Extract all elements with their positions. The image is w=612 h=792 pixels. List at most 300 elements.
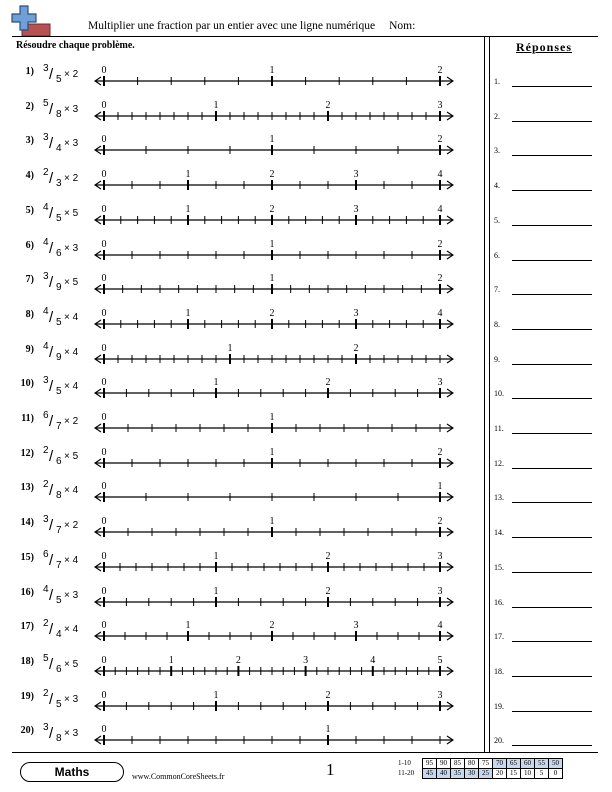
problem-number: 19) bbox=[20, 690, 34, 702]
answer-number: 1. bbox=[494, 77, 500, 86]
title-text: Multiplier une fraction par un entier avec une ligne numérique bbox=[88, 20, 376, 32]
score-cell: 80 bbox=[465, 759, 479, 769]
tick-label: 2 bbox=[325, 377, 331, 389]
problem-number: 2) bbox=[25, 100, 34, 112]
tick-label: 0 bbox=[101, 585, 107, 597]
answers-title: Réponses bbox=[515, 40, 572, 54]
tick-label: 5 bbox=[437, 654, 443, 666]
answer-line bbox=[512, 502, 592, 503]
fraction-numerator: 4 bbox=[43, 583, 49, 595]
multiplier: × 2 bbox=[64, 520, 79, 532]
fraction-slash: / bbox=[49, 135, 54, 153]
score-cell: 75 bbox=[479, 759, 493, 769]
fraction-denominator: 5 bbox=[56, 316, 62, 328]
tick-label: 3 bbox=[437, 550, 443, 562]
tick-label: 1 bbox=[168, 654, 174, 666]
tick-label: 2 bbox=[437, 134, 443, 146]
number-line bbox=[94, 619, 456, 649]
fraction-denominator: 8 bbox=[56, 490, 62, 502]
tick-label: 4 bbox=[437, 169, 443, 181]
multiplier: × 2 bbox=[64, 416, 79, 427]
answer-number: 19. bbox=[494, 701, 504, 711]
fraction-expression bbox=[42, 411, 96, 441]
answer-blank bbox=[494, 350, 598, 368]
fraction-denominator: 5 bbox=[56, 594, 62, 606]
answer-line bbox=[512, 433, 592, 434]
answer-line bbox=[512, 641, 592, 642]
tick-label: 1 bbox=[269, 238, 275, 250]
fraction-expression bbox=[42, 723, 96, 753]
column-divider-right bbox=[489, 36, 490, 752]
answer-number: 18. bbox=[494, 666, 504, 676]
number-line bbox=[94, 654, 456, 684]
multiplier: × 3 bbox=[64, 728, 79, 740]
tick-label: 0 bbox=[101, 412, 107, 423]
fraction-numerator: 4 bbox=[43, 201, 49, 213]
multiplier: × 4 bbox=[64, 311, 79, 323]
subject-badge: Maths bbox=[20, 762, 124, 782]
tick-label: 1 bbox=[213, 99, 219, 111]
score-cell: 65 bbox=[507, 759, 521, 769]
number-line bbox=[94, 64, 456, 94]
answer-blank bbox=[494, 731, 598, 749]
fraction-slash: / bbox=[49, 308, 54, 326]
tick-label: 2 bbox=[269, 169, 275, 181]
problem-number: 6) bbox=[25, 239, 34, 251]
fraction-slash: / bbox=[49, 690, 54, 708]
tick-label: 0 bbox=[101, 689, 107, 701]
answer-number: 2. bbox=[494, 111, 500, 121]
number-line bbox=[94, 550, 456, 580]
score-range-label: 1-10 bbox=[398, 759, 411, 767]
fraction-expression bbox=[42, 585, 96, 615]
number-line bbox=[94, 272, 456, 302]
answer-line bbox=[512, 745, 592, 746]
tick-label: 2 bbox=[269, 307, 275, 319]
problem-row bbox=[0, 446, 470, 480]
answer-number: 10. bbox=[494, 389, 504, 399]
fraction-expression bbox=[42, 99, 96, 129]
tick-label: 0 bbox=[101, 169, 107, 181]
fraction-slash: / bbox=[49, 378, 54, 396]
problem-number: 9) bbox=[25, 343, 34, 355]
fraction-expression bbox=[42, 307, 96, 337]
tick-label: 0 bbox=[101, 273, 107, 285]
tick-label: 1 bbox=[213, 377, 219, 389]
fraction-expression bbox=[42, 376, 96, 406]
number-line bbox=[94, 133, 456, 163]
fraction-numerator: 2 bbox=[43, 444, 49, 456]
number-line bbox=[94, 168, 456, 198]
website-link[interactable]: www.CommonCoreSheets.fr bbox=[132, 772, 225, 781]
tick-label: 0 bbox=[101, 342, 107, 354]
multiplier: × 3 bbox=[64, 138, 79, 150]
fraction-denominator: 7 bbox=[56, 421, 62, 432]
fraction-expression bbox=[42, 619, 96, 649]
fraction-numerator: 3 bbox=[43, 63, 49, 74]
multiplier: × 4 bbox=[64, 485, 79, 497]
tick-label: 2 bbox=[437, 446, 443, 458]
answer-line bbox=[512, 468, 592, 469]
fraction-slash: / bbox=[49, 413, 54, 430]
answer-number: 4. bbox=[494, 181, 500, 191]
fraction-expression bbox=[42, 238, 96, 268]
tick-label: 3 bbox=[353, 203, 359, 215]
tick-label: 1 bbox=[437, 481, 443, 493]
fraction-denominator: 5 bbox=[56, 386, 62, 398]
tick-label: 3 bbox=[437, 585, 443, 597]
answer-blank bbox=[494, 246, 598, 264]
score-cell: 5 bbox=[535, 769, 549, 779]
problem-number: 1) bbox=[25, 66, 34, 77]
tick-label: 2 bbox=[325, 99, 331, 111]
problem-number: 17) bbox=[20, 621, 34, 633]
fraction-expression bbox=[42, 480, 96, 510]
problem-number: 3) bbox=[25, 135, 34, 147]
multiplier: × 2 bbox=[64, 173, 79, 185]
fraction-numerator: 2 bbox=[43, 479, 49, 491]
problem-number: 14) bbox=[20, 517, 34, 529]
fraction-expression bbox=[42, 272, 96, 302]
problem-number: 7) bbox=[25, 274, 34, 286]
number-line bbox=[94, 585, 456, 615]
commoncoresheets-logo bbox=[10, 4, 52, 38]
fraction-slash: / bbox=[49, 170, 54, 188]
tick-label: 0 bbox=[101, 99, 107, 111]
multiplier: × 3 bbox=[64, 589, 79, 601]
problem-number: 12) bbox=[20, 447, 34, 459]
tick-label: 3 bbox=[353, 620, 359, 632]
tick-label: 1 bbox=[185, 203, 191, 215]
name-label: Nom: bbox=[389, 20, 416, 32]
problem-row bbox=[0, 307, 470, 341]
tick-label: 2 bbox=[437, 238, 443, 250]
fraction-denominator: 9 bbox=[56, 282, 62, 294]
tick-label: 2 bbox=[269, 620, 275, 632]
answer-blank bbox=[494, 384, 598, 402]
number-line bbox=[94, 446, 456, 476]
tick-label: 0 bbox=[101, 238, 107, 250]
instructions: Résoudre chaque problème. bbox=[16, 40, 135, 51]
fraction-numerator: 5 bbox=[43, 97, 49, 109]
fraction-expression bbox=[42, 168, 96, 198]
tick-label: 1 bbox=[325, 724, 331, 736]
score-cell: 95 bbox=[423, 759, 437, 769]
tick-label: 0 bbox=[101, 550, 107, 562]
problem-row bbox=[0, 515, 470, 549]
problem-row bbox=[0, 342, 470, 376]
answer-blank bbox=[494, 488, 598, 506]
problem-number: 18) bbox=[20, 655, 34, 667]
problem-row bbox=[0, 272, 470, 306]
fraction-expression bbox=[42, 133, 96, 163]
fraction-expression bbox=[42, 64, 96, 94]
number-line bbox=[94, 376, 456, 406]
worksheet-title bbox=[88, 20, 415, 32]
fraction-numerator: 4 bbox=[43, 305, 49, 317]
tick-label: 0 bbox=[101, 446, 107, 458]
problem-number: 5) bbox=[25, 204, 34, 216]
answer-blank bbox=[494, 558, 598, 576]
answer-number: 14. bbox=[494, 528, 504, 538]
fraction-slash: / bbox=[49, 100, 54, 118]
answer-number: 6. bbox=[494, 250, 500, 260]
problem-row bbox=[0, 550, 470, 584]
answer-line bbox=[512, 398, 592, 399]
fraction-slash: / bbox=[49, 551, 54, 569]
answer-line bbox=[512, 121, 592, 122]
tick-label: 1 bbox=[213, 585, 219, 597]
score-row bbox=[398, 769, 563, 779]
answer-line bbox=[512, 364, 592, 365]
tick-label: 0 bbox=[101, 654, 107, 666]
fraction-numerator: 3 bbox=[43, 132, 49, 144]
fraction-numerator: 4 bbox=[43, 340, 49, 352]
answer-blank bbox=[494, 141, 598, 159]
answer-line bbox=[512, 86, 592, 87]
fraction-numerator: 3 bbox=[43, 271, 49, 283]
tick-label: 1 bbox=[269, 273, 275, 285]
fraction-slash: / bbox=[49, 204, 54, 222]
fraction-denominator: 6 bbox=[56, 247, 62, 259]
tick-label: 0 bbox=[101, 134, 107, 146]
multiplier: × 5 bbox=[64, 658, 79, 670]
problem-row bbox=[0, 689, 470, 723]
tick-label: 1 bbox=[185, 169, 191, 181]
tick-label: 2 bbox=[437, 273, 443, 285]
fraction-slash: / bbox=[49, 343, 54, 361]
fraction-expression bbox=[42, 342, 96, 372]
fraction-denominator: 5 bbox=[56, 212, 62, 224]
problem-row bbox=[0, 411, 470, 445]
problem-row bbox=[0, 64, 470, 98]
multiplier: × 2 bbox=[64, 69, 79, 80]
answer-blank bbox=[494, 627, 598, 645]
number-line bbox=[94, 238, 456, 268]
answer-line bbox=[512, 190, 592, 191]
fraction-denominator: 8 bbox=[56, 108, 62, 120]
answer-number: 17. bbox=[494, 632, 504, 642]
answer-number: 16. bbox=[494, 597, 504, 607]
score-cell: 25 bbox=[479, 769, 493, 779]
header-rule bbox=[12, 36, 598, 37]
problem-number: 13) bbox=[20, 482, 34, 494]
tick-label: 1 bbox=[269, 516, 275, 528]
tick-label: 1 bbox=[185, 307, 191, 319]
tick-label: 2 bbox=[325, 585, 331, 597]
score-cell: 45 bbox=[423, 769, 437, 779]
tick-label: 3 bbox=[437, 377, 443, 389]
tick-label: 1 bbox=[185, 620, 191, 632]
fraction-numerator: 3 bbox=[43, 722, 49, 734]
answer-blank bbox=[494, 315, 598, 333]
fraction-numerator: 6 bbox=[43, 548, 49, 560]
problem-number: 8) bbox=[25, 308, 34, 320]
score-cell: 15 bbox=[507, 769, 521, 779]
answer-blank bbox=[494, 211, 598, 229]
answer-blank bbox=[494, 280, 598, 298]
tick-label: 3 bbox=[437, 689, 443, 701]
tick-label: 1 bbox=[213, 550, 219, 562]
answer-number: 12. bbox=[494, 458, 504, 468]
answer-line bbox=[512, 225, 592, 226]
fraction-expression bbox=[42, 550, 96, 580]
fraction-denominator: 6 bbox=[56, 663, 62, 675]
score-cell: 0 bbox=[549, 769, 563, 779]
multiplier: × 4 bbox=[64, 346, 79, 358]
score-cell: 20 bbox=[493, 769, 507, 779]
tick-label: 2 bbox=[353, 342, 359, 354]
tick-label: 3 bbox=[353, 169, 359, 181]
fraction-slash: / bbox=[49, 482, 54, 500]
tick-label: 0 bbox=[101, 307, 107, 319]
tick-label: 3 bbox=[437, 99, 443, 111]
fraction-denominator: 5 bbox=[56, 698, 62, 710]
fraction-numerator: 4 bbox=[43, 236, 49, 248]
answer-line bbox=[512, 294, 592, 295]
tick-label: 1 bbox=[213, 689, 219, 701]
multiplier: × 4 bbox=[64, 624, 79, 636]
multiplier: × 4 bbox=[64, 381, 79, 393]
fraction-slash: / bbox=[49, 621, 54, 639]
number-line bbox=[94, 203, 456, 233]
answer-blank bbox=[494, 107, 598, 125]
problem-row bbox=[0, 480, 470, 514]
number-line bbox=[94, 723, 456, 753]
fraction-denominator: 6 bbox=[56, 455, 62, 467]
fraction-denominator: 5 bbox=[56, 74, 62, 85]
multiplier: × 3 bbox=[64, 103, 79, 115]
problem-number: 10) bbox=[20, 378, 34, 390]
problem-row bbox=[0, 203, 470, 237]
answer-number: 15. bbox=[494, 562, 504, 572]
answer-number: 13. bbox=[494, 493, 504, 503]
tick-label: 0 bbox=[101, 724, 107, 736]
tick-label: 0 bbox=[101, 620, 107, 632]
problem-number: 16) bbox=[20, 586, 34, 598]
score-cell: 70 bbox=[493, 759, 507, 769]
problem-number: 11) bbox=[21, 413, 34, 424]
problem-number: 20) bbox=[20, 725, 34, 737]
problem-row bbox=[0, 376, 470, 410]
tick-label: 0 bbox=[101, 203, 107, 215]
score-cell: 40 bbox=[437, 769, 451, 779]
fraction-numerator: 3 bbox=[43, 375, 49, 387]
number-line bbox=[94, 515, 456, 545]
tick-label: 1 bbox=[227, 342, 233, 354]
fraction-denominator: 9 bbox=[56, 351, 62, 363]
score-cell: 10 bbox=[521, 769, 535, 779]
fraction-slash: / bbox=[49, 655, 54, 673]
fraction-slash: / bbox=[49, 239, 54, 257]
fraction-denominator: 8 bbox=[56, 733, 62, 745]
tick-label: 4 bbox=[437, 307, 443, 319]
fraction-denominator: 7 bbox=[56, 559, 62, 571]
tick-label: 2 bbox=[437, 516, 443, 528]
fraction-numerator: 5 bbox=[43, 652, 49, 664]
answer-number: 7. bbox=[494, 285, 500, 295]
fraction-slash: / bbox=[49, 725, 54, 743]
answer-line bbox=[512, 329, 592, 330]
answer-line bbox=[512, 572, 592, 573]
answer-line bbox=[512, 537, 592, 538]
number-line bbox=[94, 480, 456, 510]
fraction-expression bbox=[42, 446, 96, 476]
tick-label: 1 bbox=[269, 65, 275, 76]
problem-row bbox=[0, 99, 470, 133]
tick-label: 2 bbox=[325, 689, 331, 701]
fraction-denominator: 3 bbox=[56, 178, 62, 190]
fraction-denominator: 7 bbox=[56, 525, 62, 537]
answer-blank bbox=[494, 593, 598, 611]
tick-label: 4 bbox=[370, 654, 376, 666]
answer-number: 9. bbox=[494, 354, 500, 364]
multiplier: × 5 bbox=[64, 450, 79, 462]
tick-label: 0 bbox=[101, 65, 107, 76]
fraction-slash: / bbox=[49, 66, 54, 83]
tick-label: 4 bbox=[437, 203, 443, 215]
multiplier: × 3 bbox=[64, 693, 79, 705]
answer-blank bbox=[494, 419, 598, 437]
answer-blank bbox=[494, 454, 598, 472]
tick-label: 0 bbox=[101, 516, 107, 528]
fraction-numerator: 3 bbox=[43, 514, 49, 526]
fraction-denominator: 4 bbox=[56, 143, 62, 155]
fraction-slash: / bbox=[49, 447, 54, 465]
answer-blank bbox=[494, 72, 598, 90]
tick-label: 2 bbox=[269, 203, 275, 215]
fraction-expression bbox=[42, 654, 96, 684]
tick-label: 1 bbox=[269, 134, 275, 146]
score-row bbox=[398, 759, 563, 769]
answer-line bbox=[512, 155, 592, 156]
score-range-label: 11-20 bbox=[398, 769, 415, 777]
multiplier: × 4 bbox=[64, 554, 79, 566]
answer-number: 8. bbox=[494, 319, 500, 329]
score-cell: 35 bbox=[451, 769, 465, 779]
problem-row bbox=[0, 238, 470, 272]
problem-row bbox=[0, 619, 470, 653]
fraction-expression bbox=[42, 515, 96, 545]
score-cell: 90 bbox=[437, 759, 451, 769]
score-cell: 30 bbox=[465, 769, 479, 779]
answer-number: 20. bbox=[494, 736, 504, 746]
answer-blank bbox=[494, 662, 598, 680]
tick-label: 0 bbox=[101, 377, 107, 389]
multiplier: × 5 bbox=[64, 277, 79, 289]
fraction-expression bbox=[42, 203, 96, 233]
column-divider-left bbox=[484, 36, 485, 752]
answer-number: 3. bbox=[494, 146, 500, 156]
fraction-expression bbox=[42, 689, 96, 719]
fraction-denominator: 4 bbox=[56, 629, 62, 641]
tick-label: 3 bbox=[303, 654, 309, 666]
answer-line bbox=[512, 260, 592, 261]
score-table bbox=[398, 758, 563, 779]
fraction-slash: / bbox=[49, 586, 54, 604]
answer-blank bbox=[494, 176, 598, 194]
number-line bbox=[94, 99, 456, 129]
fraction-numerator: 2 bbox=[43, 618, 49, 630]
answer-number: 5. bbox=[494, 215, 500, 225]
answer-blank bbox=[494, 523, 598, 541]
tick-label: 0 bbox=[101, 481, 107, 493]
score-cell: 85 bbox=[451, 759, 465, 769]
multiplier: × 3 bbox=[64, 242, 79, 254]
fraction-numerator: 6 bbox=[43, 410, 49, 421]
tick-label: 2 bbox=[437, 65, 443, 76]
number-line bbox=[94, 307, 456, 337]
